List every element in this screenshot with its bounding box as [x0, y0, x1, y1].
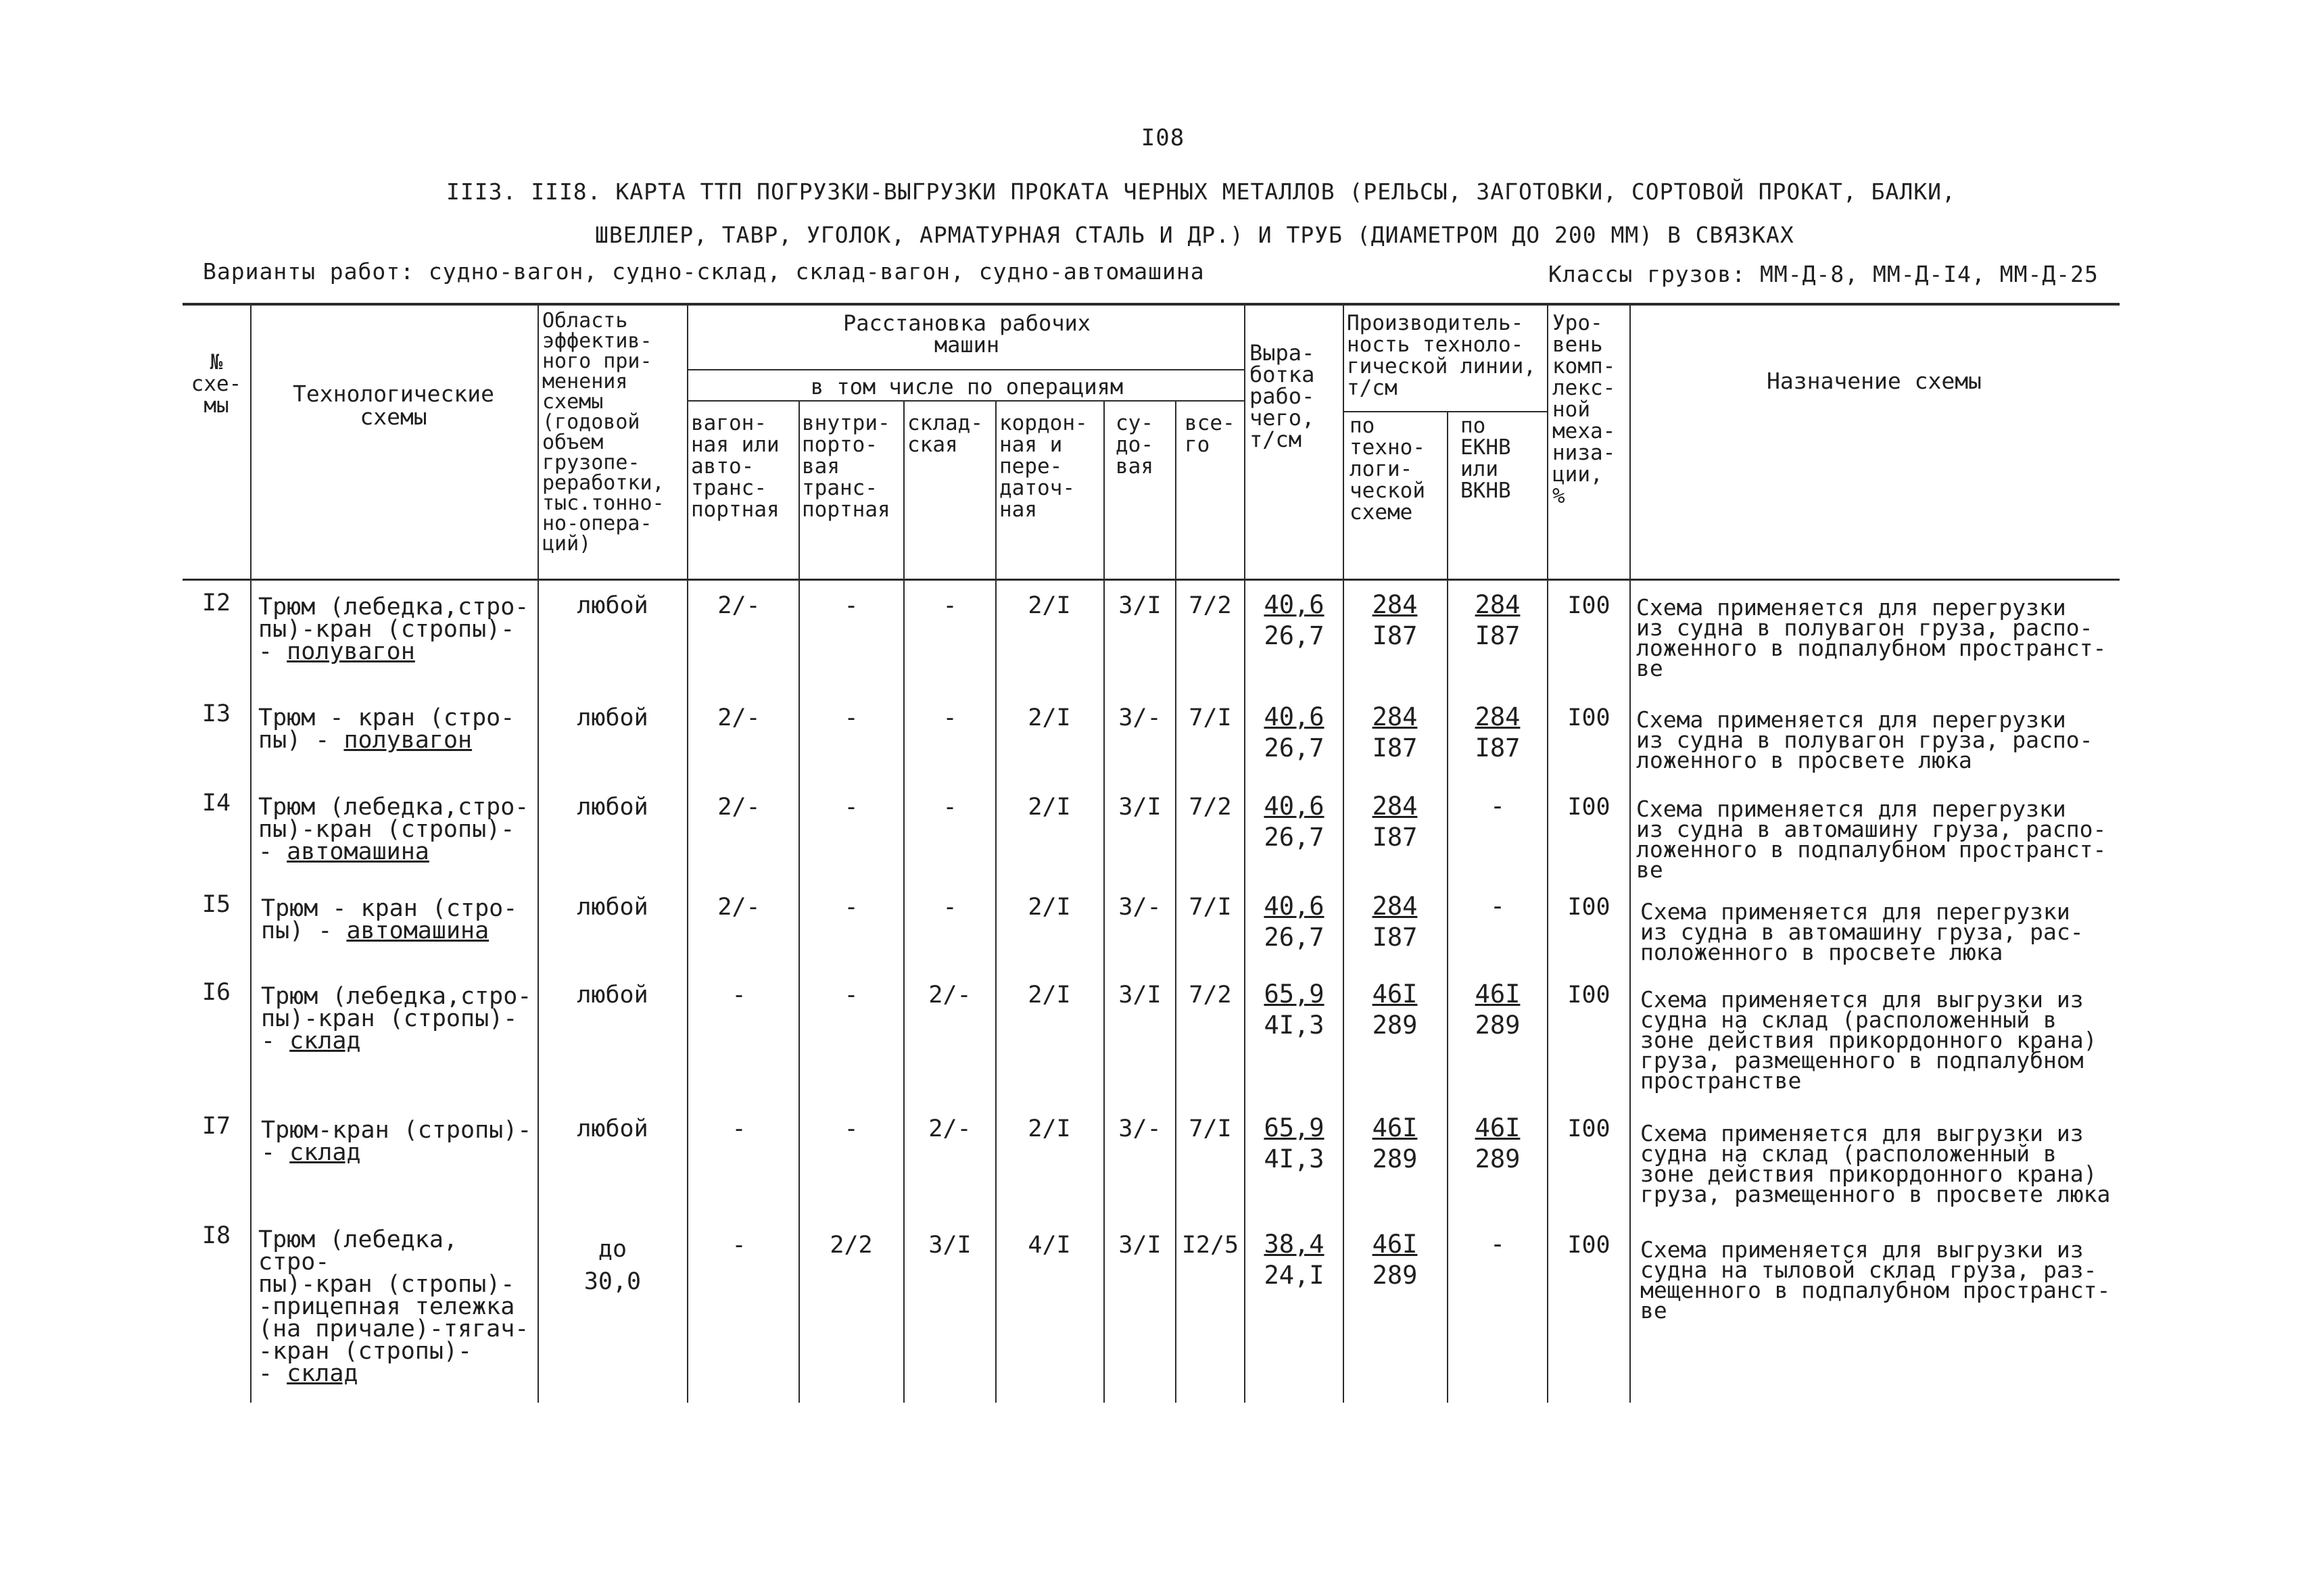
header-application-area: Область эффектив- ного при- менения схемы (годовой объем грузопе- реработки, тыс.тонно- но-опера- ций) [542, 309, 665, 556]
row-18-scheme-text: Трюм (лебедка, стро- пы)-кран (стропы)- -прицепная тележка (на причале)-тягач- -кран (стропы)- - [258, 1226, 529, 1387]
row-12-total: 7/2 [1189, 592, 1232, 619]
row-12-ship: 3/I [1118, 592, 1162, 619]
header-cordon: кордон- ная и пере- даточ- ная [999, 411, 1088, 522]
row-13-output [1245, 702, 1343, 764]
work-variants: Варианты работ: судно-вагон, судно-склад, склад-вагон, судно-автомашина [203, 258, 1205, 285]
row-13-purpose: Схема применяется для перегрузки из судна в полувагон груза, распо- ложенного в просвете люка [1636, 706, 2093, 773]
row-14-prod-scheme [1344, 791, 1446, 853]
row-15-prod-ekhnv [1448, 891, 1547, 922]
row-17-scheme-destination: склад [289, 1139, 361, 1166]
row-18-scheme-destination: склад [287, 1360, 358, 1387]
row-12-output [1245, 589, 1343, 652]
placement-divider [687, 369, 1244, 370]
row-13-scheme-text: Трюм - кран (стро- пы) - [258, 704, 515, 754]
row-14-purpose: Схема применяется для перегрузки из судна в автомашину груза, распо- ложенного в подпалубном пространст- ве [1636, 796, 2107, 883]
row-18-prod-ekhnv [1448, 1229, 1547, 1260]
header-by-tech-scheme: по техно- логи- ческой схеме [1350, 414, 1425, 525]
row-18-purpose: Схема применяется для выгрузки из судна на тыловой склад груза, раз- мещенного в подпалубном пространст- ве [1640, 1236, 2111, 1324]
row-18-prod-ekhnv-top: - [1489, 1230, 1506, 1259]
row-14-output [1245, 791, 1343, 853]
row-13-prod-scheme [1344, 702, 1446, 764]
row-12-output-bottom: 26,7 [1264, 621, 1324, 650]
row-13-total: 7/I [1189, 704, 1232, 731]
row-16-prod-scheme-top: 46I [1372, 980, 1418, 1009]
header-by-operations: в том числе по операциям [810, 374, 1124, 400]
row-17-mechanization: I00 [1567, 1115, 1610, 1142]
row-13-wagon: 2/- [717, 704, 761, 731]
row-17-intraport: - [844, 1115, 859, 1142]
row-13-area: любой [577, 704, 648, 731]
row-15-prod-scheme-top: 284 [1372, 892, 1418, 921]
row-17-scheme-text: Трюм-кран (стропы)- - [261, 1117, 532, 1166]
row-18-ship: 3/I [1118, 1232, 1162, 1259]
row-14-prod-scheme-bottom: I87 [1372, 823, 1418, 852]
row-13-mechanization: I00 [1567, 704, 1610, 731]
row-15-output-bottom: 26,7 [1264, 923, 1324, 952]
row-15-scheme [261, 895, 535, 944]
row-13-prod-ekhnv-bottom: I87 [1475, 733, 1521, 763]
row-14-prod-ekhnv-top: - [1489, 792, 1506, 821]
row-17-purpose: Схема применяется для выгрузки из судна на склад (расположенный в зоне действия прикордонного крана) груза, размещенного в просвете люка [1640, 1120, 2111, 1207]
row-14-area: любой [577, 794, 648, 821]
row-17-prod-ekhnv-bottom: 289 [1475, 1144, 1521, 1174]
row-14-output-top: 40,6 [1264, 792, 1324, 821]
header-warehouse: склад- ская [907, 411, 983, 457]
header-technological-schemes: Технологические схемы [292, 381, 494, 430]
row-13-prod-ekhnv [1448, 702, 1547, 764]
row-17-ship: 3/- [1118, 1115, 1162, 1142]
row-18-scheme [258, 1226, 535, 1387]
row-13-output-top: 40,6 [1264, 702, 1324, 731]
row-14-warehouse: - [942, 794, 957, 821]
row-15-cordon: 2/I [1028, 894, 1071, 921]
row-14-wagon: 2/- [717, 794, 761, 821]
row-13-scheme [258, 704, 535, 754]
row-18-prod-scheme-bottom: 289 [1372, 1261, 1418, 1290]
row-16-scheme-text: Трюм (лебедка,стро- пы)-кран (стропы)- - [261, 983, 532, 1055]
row-18-output [1245, 1229, 1343, 1291]
row-18-cordon: 4/I [1028, 1232, 1071, 1259]
row-12-purpose: Схема применяется для перегрузки из судна в полувагон груза, распо- ложенного в подпалубном пространст- ве [1636, 594, 2107, 681]
row-13-number: I3 [201, 700, 231, 727]
row-12-wagon: 2/- [717, 592, 761, 619]
row-18-intraport: 2/2 [830, 1232, 873, 1259]
row-13-output-bottom: 26,7 [1264, 733, 1324, 763]
row-16-scheme-destination: склад [289, 1027, 361, 1055]
row-17-output [1245, 1113, 1343, 1175]
header-scheme-number: № схе- мы [191, 350, 242, 418]
row-17-number: I7 [201, 1113, 231, 1140]
header-worker-output: Выра- ботка рабо- чего, т/см [1249, 340, 1315, 452]
row-15-total: 7/I [1189, 894, 1232, 921]
row-13-warehouse: - [942, 704, 957, 731]
row-14-scheme-destination: автомашина [287, 838, 429, 865]
cargo-classes: Классы грузов: ММ-Д-8, ММ-Д-I4, ММ-Д-25 [1548, 261, 2099, 287]
row-12-output-top: 40,6 [1264, 590, 1324, 619]
header-intraport: внутри- порто- вая транс- портная [802, 411, 890, 522]
row-17-prod-scheme-top: 46I [1372, 1113, 1418, 1142]
row-13-prod-scheme-bottom: I87 [1372, 733, 1418, 763]
row-16-prod-ekhnv [1448, 979, 1547, 1041]
row-13-prod-ekhnv-top: 284 [1475, 702, 1521, 731]
row-15-prod-ekhnv-top: - [1489, 892, 1506, 921]
row-15-wagon: 2/- [717, 894, 761, 921]
row-14-scheme [258, 796, 535, 863]
row-15-area: любой [577, 894, 648, 921]
header-machine-placement: Расстановка рабочих машин [842, 310, 1091, 358]
row-16-prod-scheme-bottom: 289 [1372, 1011, 1418, 1040]
row-13-prod-scheme-top: 284 [1372, 702, 1418, 731]
row-17-prod-scheme-bottom: 289 [1372, 1144, 1418, 1174]
row-18-prod-scheme [1344, 1229, 1446, 1291]
row-15-warehouse: - [942, 894, 957, 921]
row-12-prod-scheme-bottom: I87 [1372, 621, 1418, 650]
row-18-mechanization: I00 [1567, 1232, 1610, 1259]
row-16-output-bottom: 4I,3 [1264, 1011, 1324, 1040]
row-12-area: любой [577, 592, 648, 619]
row-16-output-top: 65,9 [1264, 980, 1324, 1009]
table-title-line1: IIIЗ. III8. КАРТА ТТП ПОГРУЗКИ-ВЫГРУЗКИ ПРОКАТА ЧЕРНЫХ МЕТАЛЛОВ (РЕЛЬСЫ, ЗАГОТОВКИ, СОРТОВОЙ ПРОКАТ, БАЛКИ, [446, 178, 1956, 205]
row-12-cordon: 2/I [1028, 592, 1071, 619]
row-12-prod-ekhnv-bottom: I87 [1475, 621, 1521, 650]
row-18-area: до 30,0 [583, 1236, 642, 1295]
row-15-intraport: - [844, 894, 859, 921]
row-17-prod-ekhnv [1448, 1113, 1547, 1175]
header-mechanization-level: Уро- вень комп- лекс- ной меха- низа- ции, % [1552, 311, 1616, 508]
row-16-prod-scheme [1344, 979, 1446, 1041]
row-13-ship: 3/- [1118, 704, 1162, 731]
row-15-scheme-text: Трюм - кран (стро- пы) - [261, 895, 518, 944]
row-17-scheme [261, 1119, 535, 1164]
row-17-output-bottom: 4I,3 [1264, 1144, 1324, 1174]
row-16-warehouse: 2/- [928, 982, 972, 1009]
row-16-intraport: - [844, 982, 859, 1009]
row-16-output [1245, 979, 1343, 1041]
operations-divider [687, 400, 1244, 402]
row-16-total: 7/2 [1189, 982, 1232, 1009]
row-17-warehouse: 2/- [928, 1115, 972, 1142]
row-12-prod-scheme [1344, 589, 1446, 652]
row-18-wagon: - [732, 1232, 746, 1259]
row-13-cordon: 2/I [1028, 704, 1071, 731]
row-15-prod-scheme-bottom: I87 [1372, 923, 1418, 952]
row-16-ship: 3/I [1118, 982, 1162, 1009]
row-12-mechanization: I00 [1567, 592, 1610, 619]
row-17-prod-scheme [1344, 1113, 1446, 1175]
header-scheme-purpose: Назначение схемы [1767, 368, 1982, 394]
row-15-purpose: Схема применяется для перегрузки из судна в автомашину груза, рас- положенного в просвете люка [1640, 898, 2084, 965]
header-bottom-border [183, 579, 2120, 581]
col-divider-4 [798, 400, 800, 1403]
row-17-cordon: 2/I [1028, 1115, 1071, 1142]
row-16-cordon: 2/I [1028, 982, 1071, 1009]
col-divider-1 [250, 304, 252, 1403]
row-16-purpose: Схема применяется для выгрузки из судна на склад (расположенный в зоне действия прикордонного крана) груза, размещенного в подпалубном пространстве [1640, 986, 2097, 1094]
header-wagon-auto: вагон- ная или авто- транс- портная [691, 411, 780, 522]
row-16-mechanization: I00 [1567, 982, 1610, 1009]
row-12-prod-scheme-top: 284 [1372, 590, 1418, 619]
row-14-ship: 3/I [1118, 794, 1162, 821]
row-18-prod-scheme-top: 46I [1372, 1230, 1418, 1259]
row-16-prod-ekhnv-bottom: 289 [1475, 1011, 1521, 1040]
row-14-intraport: - [844, 794, 859, 821]
row-13-intraport: - [844, 704, 859, 731]
row-18-total: I2/5 [1181, 1232, 1239, 1259]
row-15-output [1245, 891, 1343, 953]
header-ship: су- до- вая [1116, 411, 1153, 479]
header-productivity: Производитель- ность техноло- гической линии, т/см [1347, 311, 1536, 400]
row-18-output-top: 38,4 [1264, 1230, 1324, 1259]
row-17-output-top: 65,9 [1264, 1113, 1324, 1142]
row-15-output-top: 40,6 [1264, 892, 1324, 921]
row-13-scheme-destination: полувагон [343, 727, 473, 754]
row-12-prod-ekhnv-top: 284 [1475, 590, 1521, 619]
row-16-area: любой [577, 982, 648, 1009]
row-12-prod-ekhnv [1448, 589, 1547, 652]
row-14-total: 7/2 [1189, 794, 1232, 821]
row-18-warehouse: 3/I [928, 1232, 972, 1259]
row-14-number: I4 [201, 790, 231, 817]
row-17-area: любой [577, 1115, 648, 1142]
table-top-border [183, 303, 2120, 306]
row-12-intraport: - [844, 592, 859, 619]
row-14-cordon: 2/I [1028, 794, 1071, 821]
row-17-wagon: - [732, 1115, 746, 1142]
col-divider-13 [1629, 304, 1631, 1403]
row-17-prod-ekhnv-top: 46I [1475, 1113, 1521, 1142]
row-18-output-bottom: 24,I [1264, 1261, 1324, 1290]
page-number: I08 [1141, 124, 1185, 151]
row-14-scheme-text: Трюм (лебедка,стро- пы)-кран (стропы)- - [258, 794, 529, 865]
row-14-prod-ekhnv [1448, 791, 1547, 822]
col-divider-2 [538, 304, 539, 1403]
row-14-prod-scheme-top: 284 [1372, 792, 1418, 821]
productivity-divider [1343, 411, 1547, 412]
row-15-number: I5 [201, 891, 231, 918]
row-12-scheme-destination: полувагон [287, 638, 415, 665]
row-18-number: I8 [201, 1222, 231, 1249]
row-15-prod-scheme [1344, 891, 1446, 953]
row-12-number: I2 [201, 589, 231, 616]
table-title-line2: ШВЕЛЛЕР, ТАВР, УГОЛОК, АРМАТУРНАЯ СТАЛЬ И ДР.) И ТРУБ (ДИАМЕТРОМ ДО 200 ММ) В СВЯЗКАХ [595, 222, 1794, 248]
row-14-mechanization: I00 [1567, 794, 1610, 821]
row-12-warehouse: - [942, 592, 957, 619]
row-16-scheme [261, 983, 535, 1055]
row-16-prod-ekhnv-top: 46I [1475, 980, 1521, 1009]
row-15-ship: 3/- [1118, 894, 1162, 921]
row-16-wagon: - [732, 982, 746, 1009]
row-17-total: 7/I [1189, 1115, 1232, 1142]
row-16-number: I6 [201, 979, 231, 1006]
row-12-scheme [258, 596, 535, 663]
header-by-ekhnv: по ЕКНВ или ВКНВ [1460, 414, 1511, 503]
header-total: все- го [1185, 411, 1235, 457]
row-14-output-bottom: 26,7 [1264, 823, 1324, 852]
row-15-mechanization: I00 [1567, 894, 1610, 921]
row-12-scheme-text: Трюм (лебедка,стро- пы)-кран (стропы)- - [258, 594, 529, 665]
row-15-scheme-destination: автомашина [346, 917, 490, 944]
